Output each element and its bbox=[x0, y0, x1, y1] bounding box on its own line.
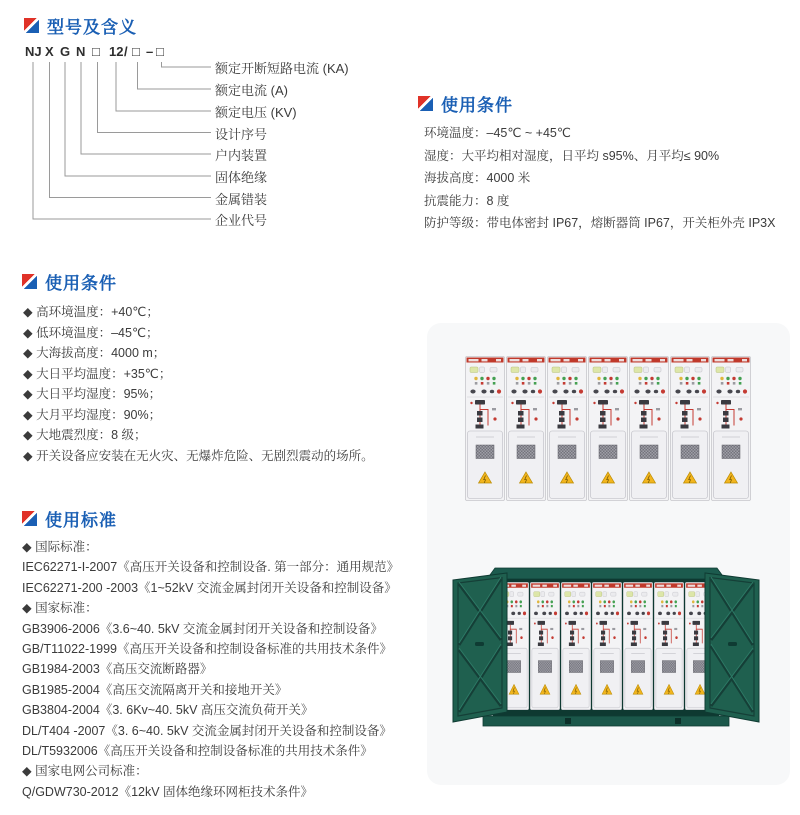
model-code-part: □ bbox=[92, 44, 100, 59]
switchgear-row-image bbox=[465, 356, 752, 503]
model-label: 额定电压 (KV) bbox=[215, 105, 297, 120]
conditions-right-section-header bbox=[418, 91, 513, 116]
model-code-diagram bbox=[25, 44, 425, 232]
conditions-left-section-header bbox=[22, 269, 117, 294]
section-marker-icon bbox=[24, 18, 39, 33]
section-title: 使用条件 bbox=[45, 274, 117, 293]
condition-line: 抗震能力：8 度 bbox=[424, 193, 510, 208]
condition-item: ◆ 低环境温度：–45℃； bbox=[23, 325, 159, 340]
conditions-left-list bbox=[23, 302, 423, 466]
model-code-part: □ bbox=[132, 44, 140, 59]
section-marker-icon bbox=[418, 96, 433, 111]
model-label: 企业代号 bbox=[215, 213, 268, 228]
standard-line: GB/T11022-1999《高压开关设备和控制设备标准的共用技术条件》 bbox=[22, 642, 392, 657]
condition-line: 海拔高度：4000 米 bbox=[424, 171, 531, 186]
standard-line: ◆ 国际标准： bbox=[22, 540, 98, 554]
conditions-right-list bbox=[424, 122, 794, 235]
standard-line: IEC62271-200 -2003《1~52kV 交流金属封闭开关设备和控制设备》 bbox=[22, 580, 397, 595]
standard-line: Q/GDW730-2012《12kV 固体绝缘环网柜技术条件》 bbox=[22, 784, 314, 799]
model-label: 额定开断短路电流 (KA) bbox=[215, 61, 349, 76]
standard-line: GB1985-2004《高压交流隔离开关和接地开关》 bbox=[22, 682, 288, 697]
standard-line: GB3906-2006《3.6~40. 5kV 交流金属封闭开关设备和控制设备》 bbox=[22, 621, 383, 636]
condition-line: 湿度：大平均相对湿度，日平均 s95%、月平均≤ 90% bbox=[424, 148, 720, 163]
model-code-part: □ bbox=[156, 44, 164, 59]
model-code-part: 12 bbox=[109, 44, 124, 59]
standards-section-header bbox=[22, 506, 117, 531]
model-label: 户内装置 bbox=[215, 148, 268, 163]
section-marker-icon bbox=[22, 274, 37, 289]
standard-line: IEC62271-I-2007《高压开关设备和控制设备. 第一部分：通用规范》 bbox=[22, 560, 400, 575]
condition-item: ◆ 开关设备应安装在无火灾、无爆炸危险、无剧烈震动的场所。 bbox=[23, 448, 374, 463]
model-code-part: / bbox=[124, 44, 128, 59]
standard-line: GB3804-2004《3. 6Kv~40. 5kV 高压交流负荷开关》 bbox=[22, 703, 314, 718]
model-label: 固体绝缘 bbox=[215, 170, 268, 185]
model-code-part: G bbox=[60, 44, 71, 59]
model-code-part: N bbox=[76, 44, 86, 59]
condition-item: ◆ 大地震烈度：8 级； bbox=[23, 428, 147, 442]
standards-list bbox=[22, 537, 427, 802]
model-code-part: NJ bbox=[25, 44, 42, 59]
condition-item: ◆ 高环境温度：+40℃； bbox=[23, 305, 159, 319]
standard-line: ◆ 国家标准： bbox=[22, 601, 98, 616]
model-section-header bbox=[24, 13, 137, 38]
standard-line: GB1984-2003《高压交流断路器》 bbox=[22, 662, 213, 677]
condition-item: ◆ 大月平均湿度：90%； bbox=[23, 407, 162, 422]
standard-line: DL/T5932006《高压开关设备和控制设备标准的共用技术条件》 bbox=[22, 744, 373, 759]
condition-line: 防护等级：带电体密封 IP67，熔断器筒 IP67，开关柜外壳 IP3X bbox=[424, 216, 776, 231]
condition-item: ◆ 大海拔高度：4000 m； bbox=[23, 346, 166, 360]
model-code-part: – bbox=[146, 44, 154, 59]
section-title: 使用条件 bbox=[441, 96, 513, 115]
enclosure-image bbox=[447, 566, 765, 730]
section-marker-icon bbox=[22, 511, 37, 526]
section-title: 型号及含义 bbox=[47, 18, 137, 37]
standard-line: ◆ 国家电网公司标准： bbox=[22, 764, 148, 779]
product-images-card bbox=[427, 323, 790, 785]
model-code-part: X bbox=[45, 44, 54, 59]
condition-item: ◆ 大日平均湿度：95%； bbox=[23, 387, 162, 401]
section-title: 使用标准 bbox=[45, 511, 117, 530]
model-label: 额定电流 (A) bbox=[215, 83, 288, 98]
model-label: 设计序号 bbox=[215, 126, 268, 142]
model-label: 金属错装 bbox=[215, 191, 268, 207]
condition-item: ◆ 大日平均温度：+35℃； bbox=[23, 366, 172, 381]
standard-line: DL/T404 -2007《3. 6~40. 5kV 交流金属封闭开关设备和控制设备》 bbox=[22, 723, 392, 738]
condition-line: 环境温度：–45℃ ~ +45℃ bbox=[424, 126, 571, 140]
